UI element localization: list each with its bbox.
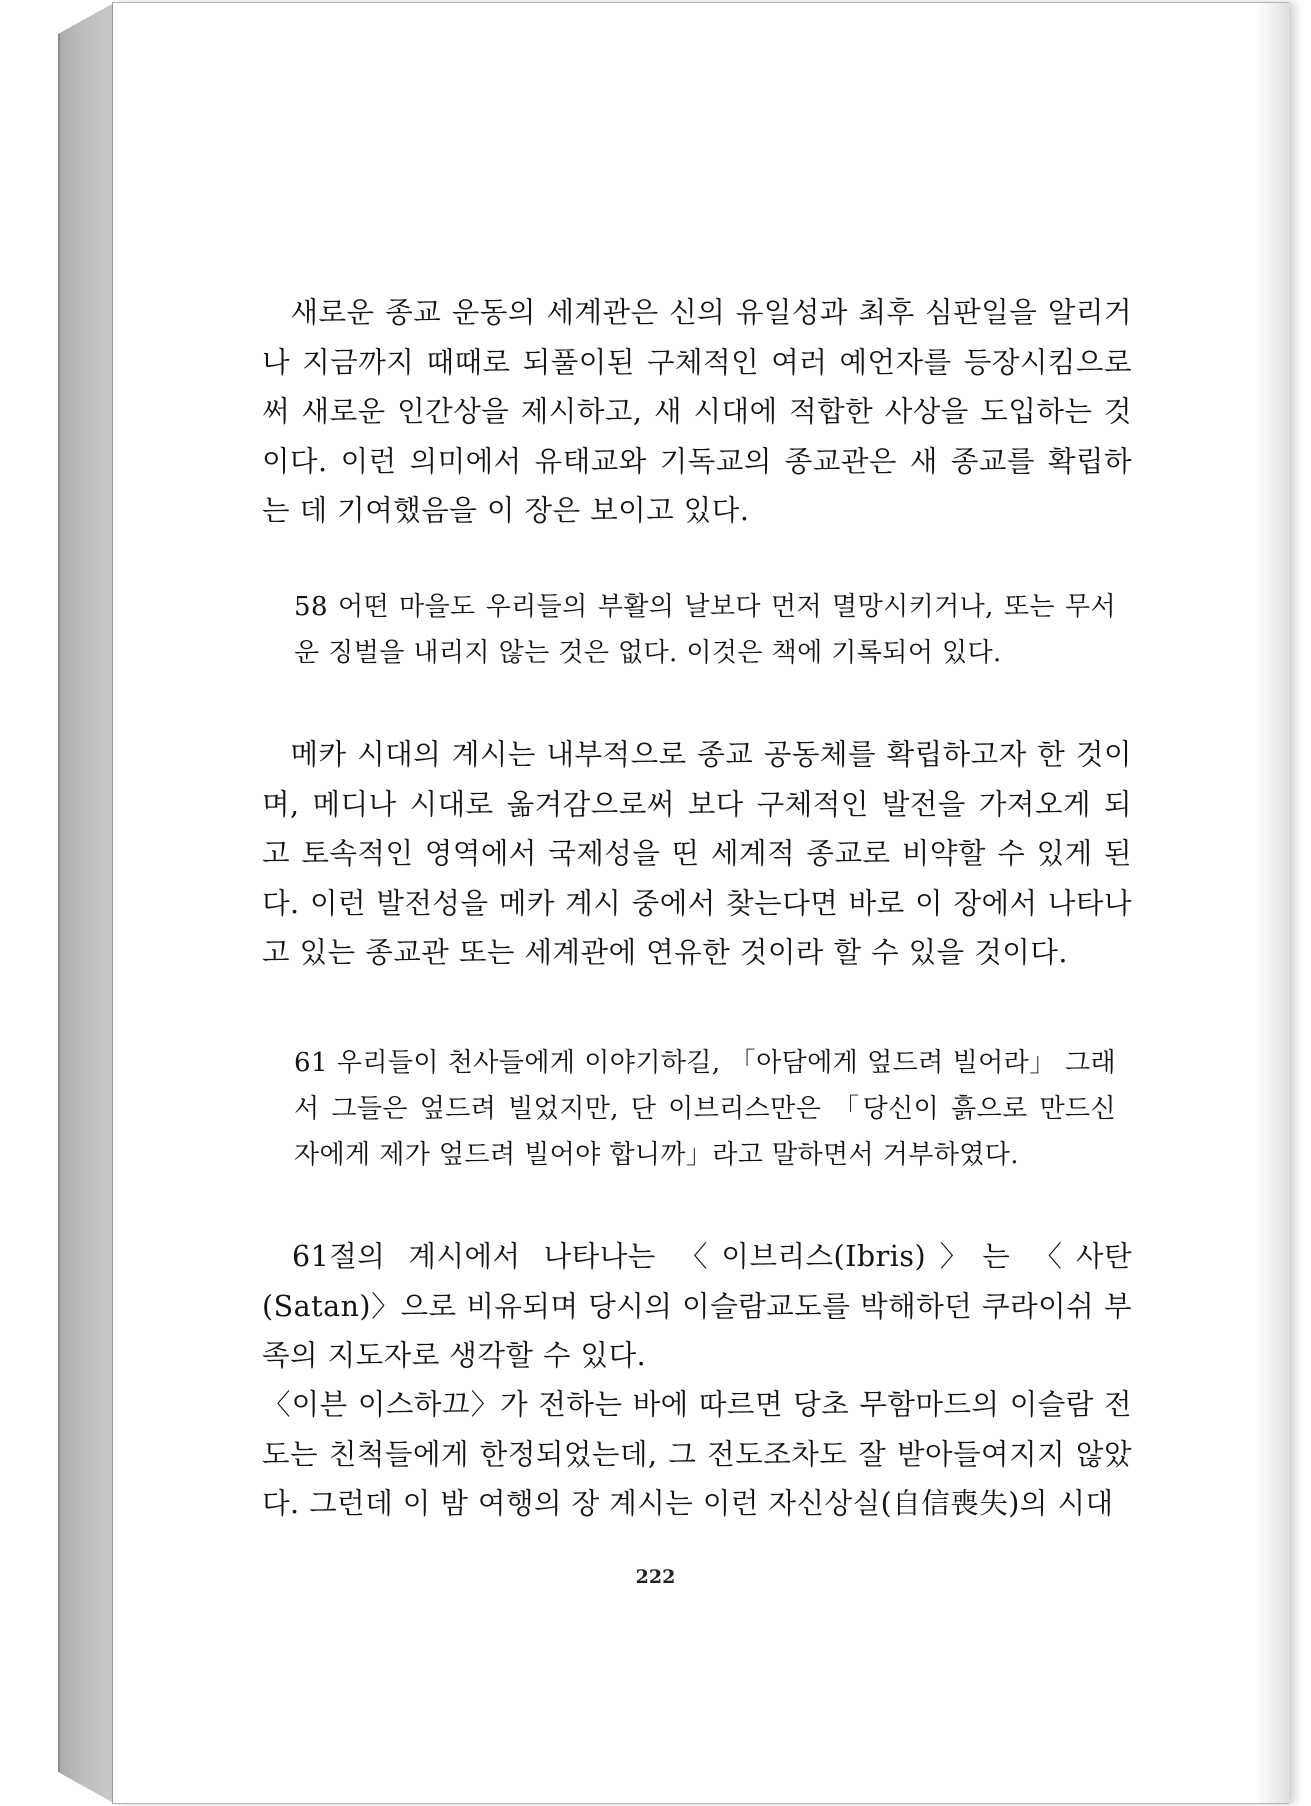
paragraph-ibn-ishaq: 〈이븐 이스하끄〉가 전하는 바에 따르면 당초 무함마드의 이슬람 전도는 친척들에게 한정되었는데, 그 전도조차도 잘 받아들여지지 않았다. 그런데 이 밤 여행의 장 계시는 이런 자신상실(自信喪失)의 시대 bbox=[262, 1388, 1132, 1520]
verse-58: 58 어떤 마을도 우리들의 부활의 날보다 먼저 멸망시키거나, 또는 무서운 징벌을 내리지 않는 것은 없다. 이것은 책에 기록되어 있다. bbox=[294, 592, 1116, 668]
page-number: 222 bbox=[635, 1566, 676, 1588]
paragraph-worldview: 새로운 종교 운동의 세계관은 신의 유일성과 최후 심판일을 알리거나 지금까지 때때로 되풀이된 구체적인 여러 예언자를 등장시킴으로써 새로운 인간상을 제시하고, 새 시대에 적합한 사상을 도입하는 것이다. 이런 의미에서 유태교와 기독교의 종교관은 새 종교를 확립하는 데 기여했음을 이 장은 보이고 있다. bbox=[262, 296, 1132, 527]
spine-edge bbox=[58, 34, 60, 1772]
book-spine bbox=[58, 4, 112, 1802]
paragraph-ibris: 61절의 계시에서 나타나는 〈이브리스(Ibris)〉는 〈사탄(Satan)〉으로 비유되며 당시의 이슬람교도를 박해하던 쿠라이쉬 부족의 지도자로 생각할 수 있다. bbox=[262, 1240, 1132, 1372]
page-shadow bbox=[1255, 3, 1289, 1803]
verse-61: 61 우리들이 천사들에게 이야기하길, 「아담에게 엎드려 빌어라」 그래서 그들은 엎드려 빌었지만, 단 이브리스만은 「당신이 흙으로 만드신 자에게 제가 엎드려 빌어야 합니까」라고 말하면서 거부하였다. bbox=[294, 1048, 1116, 1170]
paragraph-mecca-revelation: 메카 시대의 계시는 내부적으로 종교 공동체를 확립하고자 한 것이며, 메디나 시대로 옮겨감으로써 보다 구체적인 발전을 가져오게 되고 토속적인 영역에서 국제성을 띤 세계적 종교로 비약할 수 있게 된다. 이런 발전성을 메카 계시 중에서 찾는다면 바로 이 장에서 나타나고 있는 종교관 또는 세계관에 연유한 것이라 할 수 있을 것이다. bbox=[262, 738, 1132, 969]
